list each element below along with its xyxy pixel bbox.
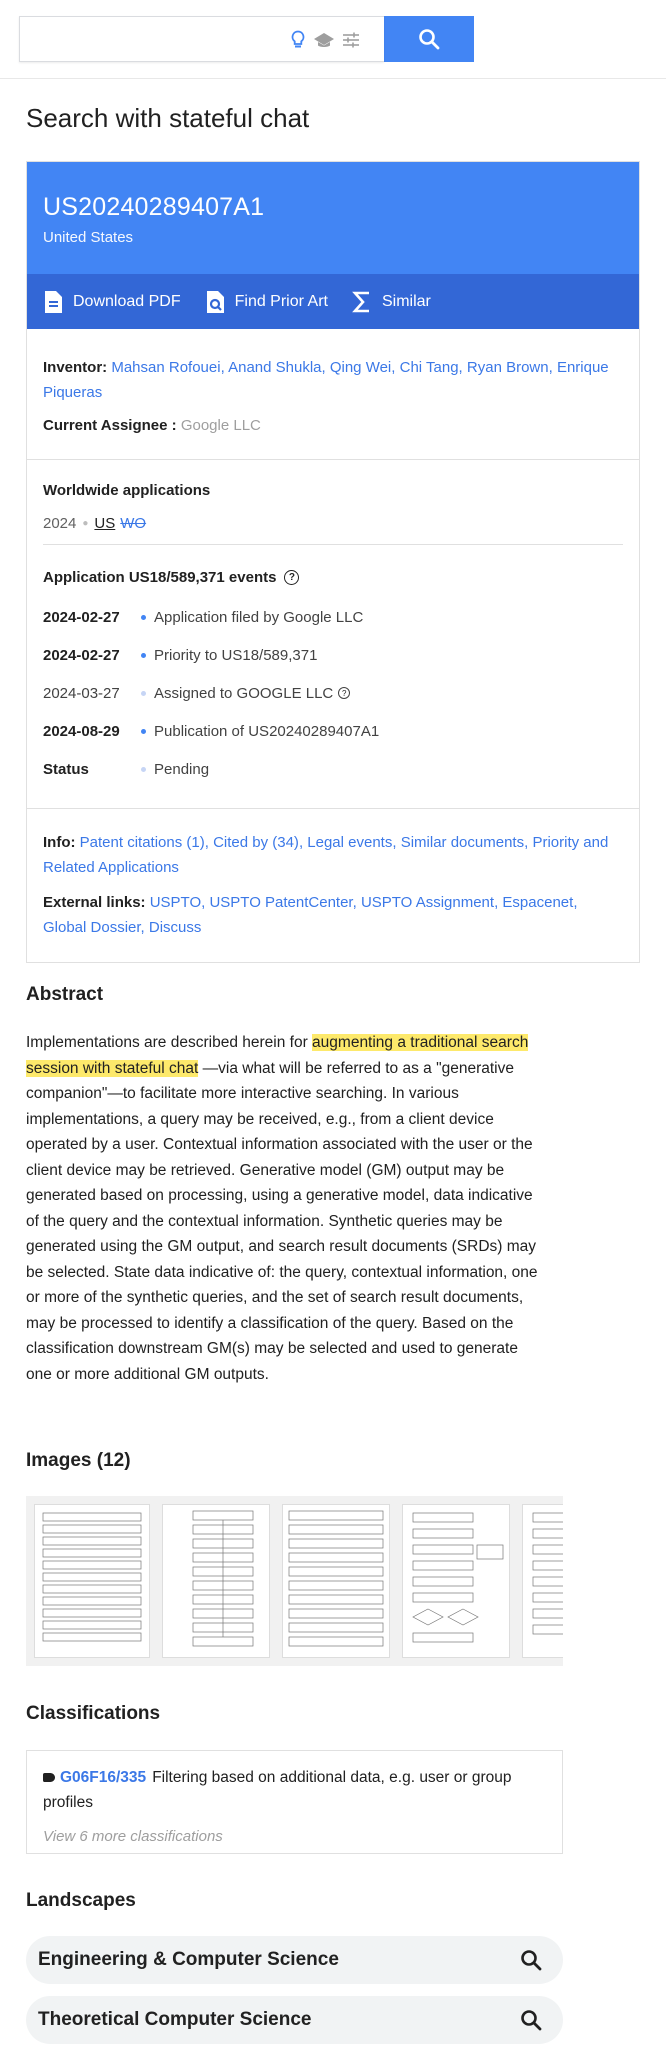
event-text: Assigned to GOOGLE LLC [154,684,334,702]
search-icon [417,27,441,51]
external-link[interactable]: USPTO PatentCenter [209,894,353,911]
landscapes-heading: Landscapes [26,1890,136,1911]
info-link[interactable]: Priority and Related Applications [43,834,609,876]
status-value: Pending [154,760,210,778]
find-prior-art-button[interactable] [205,290,328,314]
sigma-icon [352,291,372,313]
filter-options-icon[interactable] [340,29,362,51]
events-title: Application US18/589,371 events [43,569,277,586]
download-pdf-button[interactable] [43,290,181,314]
inventor-link[interactable]: Anand Shukla [228,359,322,376]
help-icon[interactable]: ? [284,570,299,585]
abstract-heading: Abstract [26,984,104,1005]
abstract-highlight: augmenting a traditional search session with stateful chat [26,1034,529,1077]
download-pdf-label: Download PDF [73,292,181,310]
info-link[interactable]: Similar documents [400,834,525,851]
search-icon [519,1948,543,1972]
inventor-link[interactable]: Enrique Piqueras [43,359,609,401]
patent-card [26,161,640,963]
publication-country: United States [43,229,134,246]
external-link[interactable]: USPTO Assignment [360,894,495,911]
status-dot [141,767,146,772]
landscape-item[interactable] [26,1996,563,2044]
info-section [27,809,639,962]
worldwide-section [27,460,639,809]
landscape-label: Theoretical Computer Science [38,2009,312,2030]
patent-drawing-thumbnail[interactable] [162,1504,270,1658]
search-input[interactable] [20,17,280,61]
inventor-link[interactable]: Qing Wei [329,359,392,376]
event-text: Priority to US18/589,371 [154,646,318,664]
external-links-line: External links: USPTO, USPTO PatentCenter, USPTO Assignment, Espacenet, Global Dossier, Discuss [43,894,578,936]
info-link[interactable]: Legal events [307,834,393,851]
search-icon [519,2008,543,2032]
event-text: Publication of US20240289407A1 [154,722,380,740]
external-link[interactable]: USPTO [149,894,202,911]
images-strip [26,1496,563,1666]
patent-drawing-thumbnail[interactable] [522,1504,563,1658]
people-section [27,329,639,460]
external-link[interactable]: Global Dossier [43,919,141,936]
prior-art-icon [205,290,225,314]
pdf-icon [43,290,63,314]
patent-drawing-thumbnail[interactable] [402,1504,510,1658]
patent-actions [27,274,639,329]
event-dot [141,691,146,696]
assignee-value: Google LLC [180,417,261,434]
inventor-link[interactable]: Chi Tang [399,359,459,376]
separator-dot: ● [82,518,89,529]
worldwide-row [43,515,623,545]
similar-label: Similar [381,292,431,310]
view-more-classifications-link[interactable]: View 6 more classifications [43,1828,223,1845]
event-date: 2024-03-27 [43,684,120,702]
event-date: 2024-08-29 [43,722,120,740]
help-icon[interactable]: ? [338,687,350,699]
worldwide-us-link[interactable]: US [94,515,116,532]
worldwide-title: Worldwide applications [43,482,211,499]
tag-icon [43,1773,55,1782]
search-button[interactable] [384,16,474,62]
info-link[interactable]: Cited by (34) [213,834,299,851]
inventor-link[interactable]: Ryan Brown [466,359,549,376]
event-dot [141,615,146,620]
info-link[interactable]: Patent citations (1) [79,834,205,851]
patent-header [27,162,639,274]
events-heading [43,569,623,586]
event-row [43,712,623,750]
abstract-after: —via what will be referred to as a "generative companion"—to facilitate more interactive searching. In various implementations, a query may be received, e.g., from a client device operated by a user. Contextual information associated with the user or the client device may be retrieved. Generative model (GM) output may be generated based on processing, using a generative model, data indicative of the query and the contextual information. Synthetic queries may be generated using the GM output, and search result documents (SRDs) may be selected. State data indicative of: the query, contextual information, one or more of the synthetic queries, and the set of search result documents, may be processed to identify a classification of the query. Based on the classification downstream GM(s) may be selected and used to generate one or more additional GM outputs. [26,1059,538,1383]
publication-number: US20240289407A1 [43,193,265,221]
header-divider [0,78,666,79]
classification-item [43,1765,546,1815]
scholar-icon[interactable] [313,29,335,51]
worldwide-year: 2024 [43,515,77,532]
landscape-item[interactable] [26,1936,563,1984]
find-prior-art-label: Find Prior Art [234,292,328,310]
similar-button[interactable] [352,291,431,313]
external-link[interactable]: Espacenet [502,894,574,911]
assignee-label: Current Assignee : [43,417,177,434]
patent-drawing-thumbnail[interactable] [34,1504,150,1658]
abstract-text [26,1030,546,1387]
status-label: Status [43,760,89,778]
external-link[interactable]: Discuss [148,919,202,936]
abstract-before: Implementations are described herein for [26,1034,313,1051]
inventors-line: Inventor: Mahsan Rofouei, Anand Shukla, Qing Wei, Chi Tang, Ryan Brown, Enrique Piqueras [43,359,609,401]
info-label: Info: [43,834,76,851]
info-line: Info: Patent citations (1), Cited by (34), Legal events, Similar documents, Priority and Related Applications [43,834,609,876]
event-dot [141,653,146,658]
classifications-heading: Classifications [26,1703,161,1724]
event-dot [141,729,146,734]
classification-description: Filtering based on additional data, e.g. user or group profiles [43,1769,512,1811]
inventor-link[interactable]: Mahsan Rofouei [111,359,221,376]
classification-code-link[interactable]: G06F16/335 [60,1769,147,1786]
event-date: 2024-02-27 [43,646,120,664]
lightbulb-icon[interactable] [287,29,309,51]
worldwide-wo-link[interactable]: WO [120,515,147,532]
events-list [43,598,623,808]
event-text: Application filed by Google LLC [154,608,364,626]
classifications-box [26,1750,563,1854]
event-row [43,674,623,712]
landscape-label: Engineering & Computer Science [38,1949,339,1970]
event-row [43,598,623,636]
page-title: Search with stateful chat [26,103,310,133]
inventor-label: Inventor: [43,359,108,376]
event-row [43,636,623,674]
search-bar [19,16,474,62]
images-heading: Images (12) [26,1450,131,1471]
patent-drawing-thumbnail[interactable] [282,1504,390,1658]
search-box [19,16,384,62]
status-row [43,750,623,788]
assignee-line [43,413,623,438]
event-date: 2024-02-27 [43,608,120,626]
external-links-label: External links: [43,894,146,911]
